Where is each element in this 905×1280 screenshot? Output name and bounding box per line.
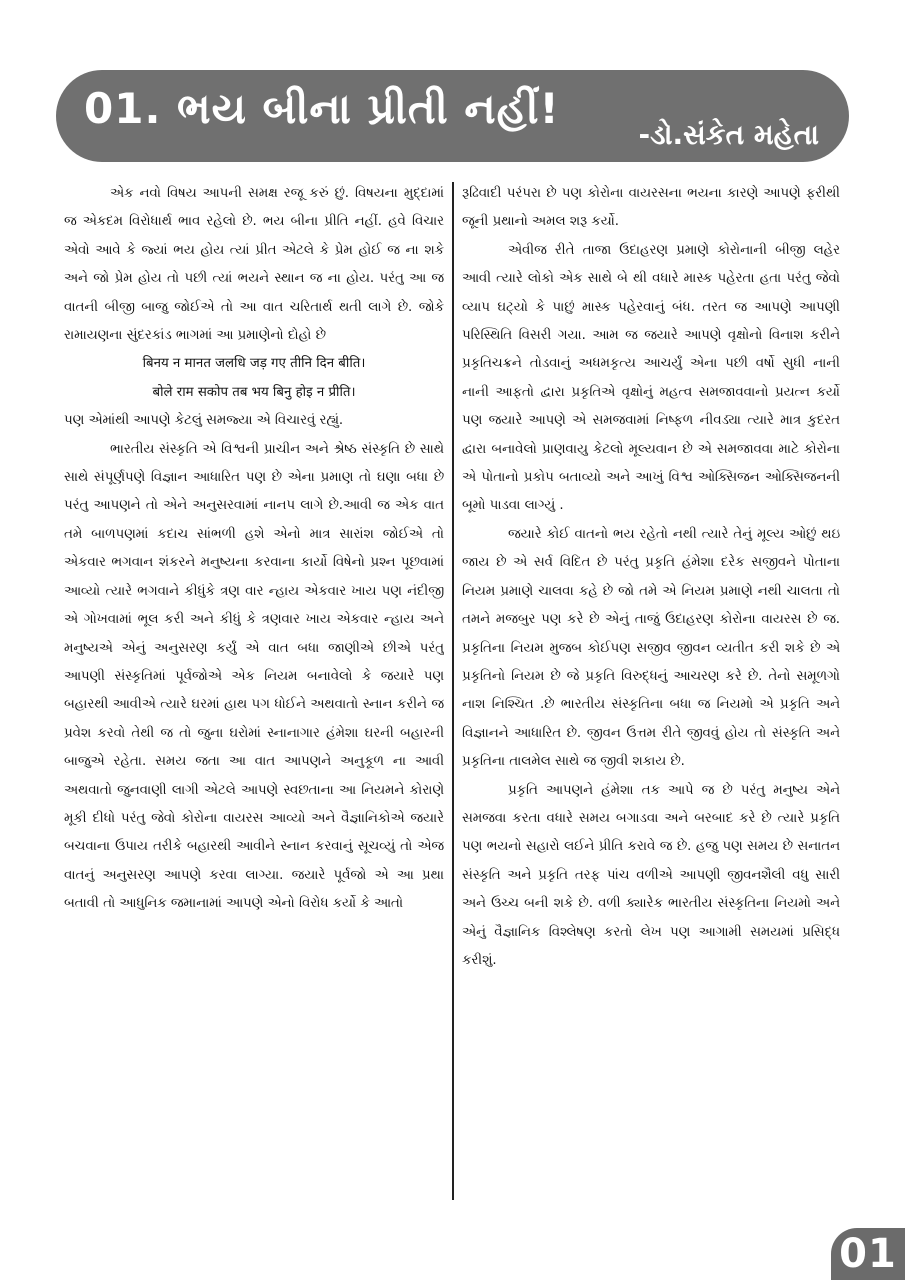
article-header xyxy=(56,70,849,162)
paragraph-nature-rules: જયારે કોઈ વાતનો ભય રહેતો નથી ત્યારે તેનું મૂલ્ય ઓછું થઇ જાય છે એ સર્વ વિદિત છે પરંતુ પ્રકૃતિ હંમેશા દરેક સજીવને પોતાના નિયમ પ્રમાણે ચાલવા કહે છે જો તમે એ નિયમ પ્રમાણે નથી ચાલતા તો તમને મજબુર પણ કરે છે એનું તાજું ઉદાહરણ કોરોના વાયરસ છે જ. પ્રકૃતિના નિયમ મુજબ કોઈપણ સજીવ જીવન વ્યતીત કરી શકે છે એ પ્રકૃતિનો નિયમ છે જે પ્રકૃતિ વિરુદ્ધનું આચરણ કરે છે. તેનો સમૂળગો નાશ નિશ્ચિત .છે ભારતીય સંસ્કૃતિના બધા જ નિયમો એ પ્રકૃતિ અને વિજ્ઞાનને આધારિત છે. જીવન ઉત્તમ રીતે જીવવું હોય તો સંસ્કૃતિ અને પ્રકૃતિના તાલમેલ સાથે જ જીવી શકાય છે. xyxy=(462,526,840,770)
paragraph-culture: ભારતીય સંસ્કૃતિ એ વિશ્વની પ્રાચીન અને શ્રેષ્ઠ સંસ્કૃતિ છે સાથે સાથે સંપૂર્ણપણે વિજ્ઞાન આધારિત પણ છે એના પ્રમાણ તો ઘણા બધા છે પરંતુ આપણને તો એને અનુસરવામાં નાનપ લાગે છે.આવી જ એક વાત તમે બાળપણમાં કદાચ સાંભળી હશે એનો માત્ર સારાંશ જોઈએ તો એકવાર ભગવાન શંકરને મનુષ્યના કરવાના કાર્યો વિષેનો પ્રશ્ન પૂછવામાં આવ્યો ત્યારે ભગવાને કીધુંકે ત્રણ વાર ન્હાય એકવાર ખાય પણ નંદીજી એ ગોખવામાં ભૂલ કરી અને કીધું કે ત્રણવાર ખાય એકવાર ન્હાય અને મનુષ્યએ એનું અનુસરણ કર્યું એ વાત બધા જાણીએ છીએ પરંતુ આપણી સંસ્કૃતિમાં પૂર્વજોએ એક નિયમ બનાવેલો કે જયારે પણ બહારથી આવીએ ત્યારે ઘરમાં હાથ પગ ધોઈને અથવાતો સ્નાન કરીને જ પ્રવેશ કરવો તેથી જ તો જુના ઘરોમાં સ્નાનાગાર હંમેશા ઘરની બહારની બાજુએ રહેતા. સમય જતા આ વાત આપણને અનુકૂળ ના આવી અથવાતો જુનવાણી લાગી એટલે આપણે સ્વછતાના આ નિયમને કોરાણે મૂકી દીધો પરંતુ જેવો કોરોના વાયરસ આવ્યો અને વૈજ્ઞાનિકોએ જયારે બચવાના ઉપાય તરીકે બહારથી આવીને સ્નાન કરવાનું સૂચવ્યું તો એજ વાતનું અનુસરણ આપણે કરવા લાગ્યા. જયારે પૂર્વજો એ આ પ્રથા બતાવી તો આધુનિક જમાનામાં આપણે એનો વિરોધ કર્યો કે આતો xyxy=(64,441,444,912)
article-title: 01. ભય બીના પ્રીતી નહીં! xyxy=(84,84,560,133)
column-divider xyxy=(452,182,454,1200)
page-number: 01 xyxy=(831,1228,905,1280)
paragraph-continuation: રૂઢિવાદી પરંપરા છે પણ કોરોના વાયરસના ભયના કારણે આપણે ફરીથી જૂની પ્રથાનો અમલ શરૂ કર્યો. xyxy=(462,186,840,230)
paragraph-reflection: પણ એમાંથી આપણે કેટલું સમજ્યા એ વિચારવું રહ્યું. xyxy=(64,413,344,429)
paragraph-example: એવીજ રીતે તાજા ઉદાહરણ પ્રમાણે કોરોનાની બીજી લહેર આવી ત્યારે લોકો એક સાથે બે થી વધારે માસ્ક પહેરતા હતા પરંતુ જેવો વ્યાપ ઘટ્યો કે પાછું માસ્ક પહેરવાનું બંધ. તરત જ આપણે આપણી પરિસ્થિતિ વિસરી ગયા. આમ જ જયારે આપણે વૃક્ષોનો વિનાશ કરીને પ્રકૃતિચક્રને તોડવાનું અધમકૃત્ય આચર્યું એના પછી વર્ષો સુધી નાની નાની આફતો દ્વારા પ્રકૃતિએ વૃક્ષોનું મહત્વ સમજાવવાનો પ્રયત્ન કર્યો પણ જયારે આપણે એ સમજવામાં નિષ્ફળ નીવડ્યા ત્યારે માત્ર કુદરત દ્વારા બનાવેલો પ્રાણવાયુ કેટલો મૂલ્યવાન છે એ સમજાવવા માટે કોરોના એ પોતાનો પ્રકોપ બતાવ્યો અને આખું વિશ્વ ઓક્સિજન ઓક્સિજનની બૂમો પાડવા લાગ્યું . xyxy=(462,242,840,514)
paragraph-conclusion: પ્રકૃતિ આપણને હંમેશા તક આપે જ છે પરંતુ મનુષ્ય એને સમજવા કરતા વધારે સમય બગાડવા અને બરબાદ કરે છે ત્યારે પ્રકૃતિ પણ ભયનો સહારો લઈને પ્રીતિ કરાવે જ છે. હજુ પણ સમય છે સનાતન સંસ્કૃતિ અને પ્રકૃતિ તરફ પાંચ વળીએ આપણી જીવનશૈલી વધુ સારી અને ઉચ્ચ બની શકે છે. વળી ક્યારેક ભારતીય સંસ્કૃતિના નિયમો અને એનું વૈજ્ઞાનિક વિશ્લેષણ કરતો લેખ પણ આગામી સમયમાં પ્રસિદ્ધ કરીશું. xyxy=(462,782,840,968)
couplet-line-2: बोले राम सकोप तब भय बिनु होइ न प्रीति। xyxy=(152,384,356,400)
paragraph-intro: એક નવો વિષય આપની સમક્ષ રજૂ કરું છું. વિષયના મુદ્દામાં જ એકદમ વિરોધાર્થ ભાવ રહેલો છે. ભય બીના પ્રીતિ નહીં. હવે વિચાર એવો આવે કે જ્યાં ભય હોય ત્યાં પ્રીત એટલે કે પ્રેમ હોઈ જ ના શકે અને જો પ્રેમ હોય તો પછી ત્યાં ભયને સ્થાન જ ના હોય. પરંતુ આ જ વાતની બીજી બાજુ જોઈએ તો આ વાત ચરિતાર્થ થતી લાગે છે. જોકે રામાયણના સુંદરકાંડ ભાગમાં આ પ્રમાણેનો દોહો છે xyxy=(64,186,444,344)
left-column xyxy=(64,180,444,1205)
right-column xyxy=(462,180,840,1205)
couplet-line-1: बिनय न मानत जलधि जड़ गए तीनि दिन बीति। xyxy=(142,356,366,372)
article-author: -ડો.સંકેત મહેતા xyxy=(638,118,819,151)
